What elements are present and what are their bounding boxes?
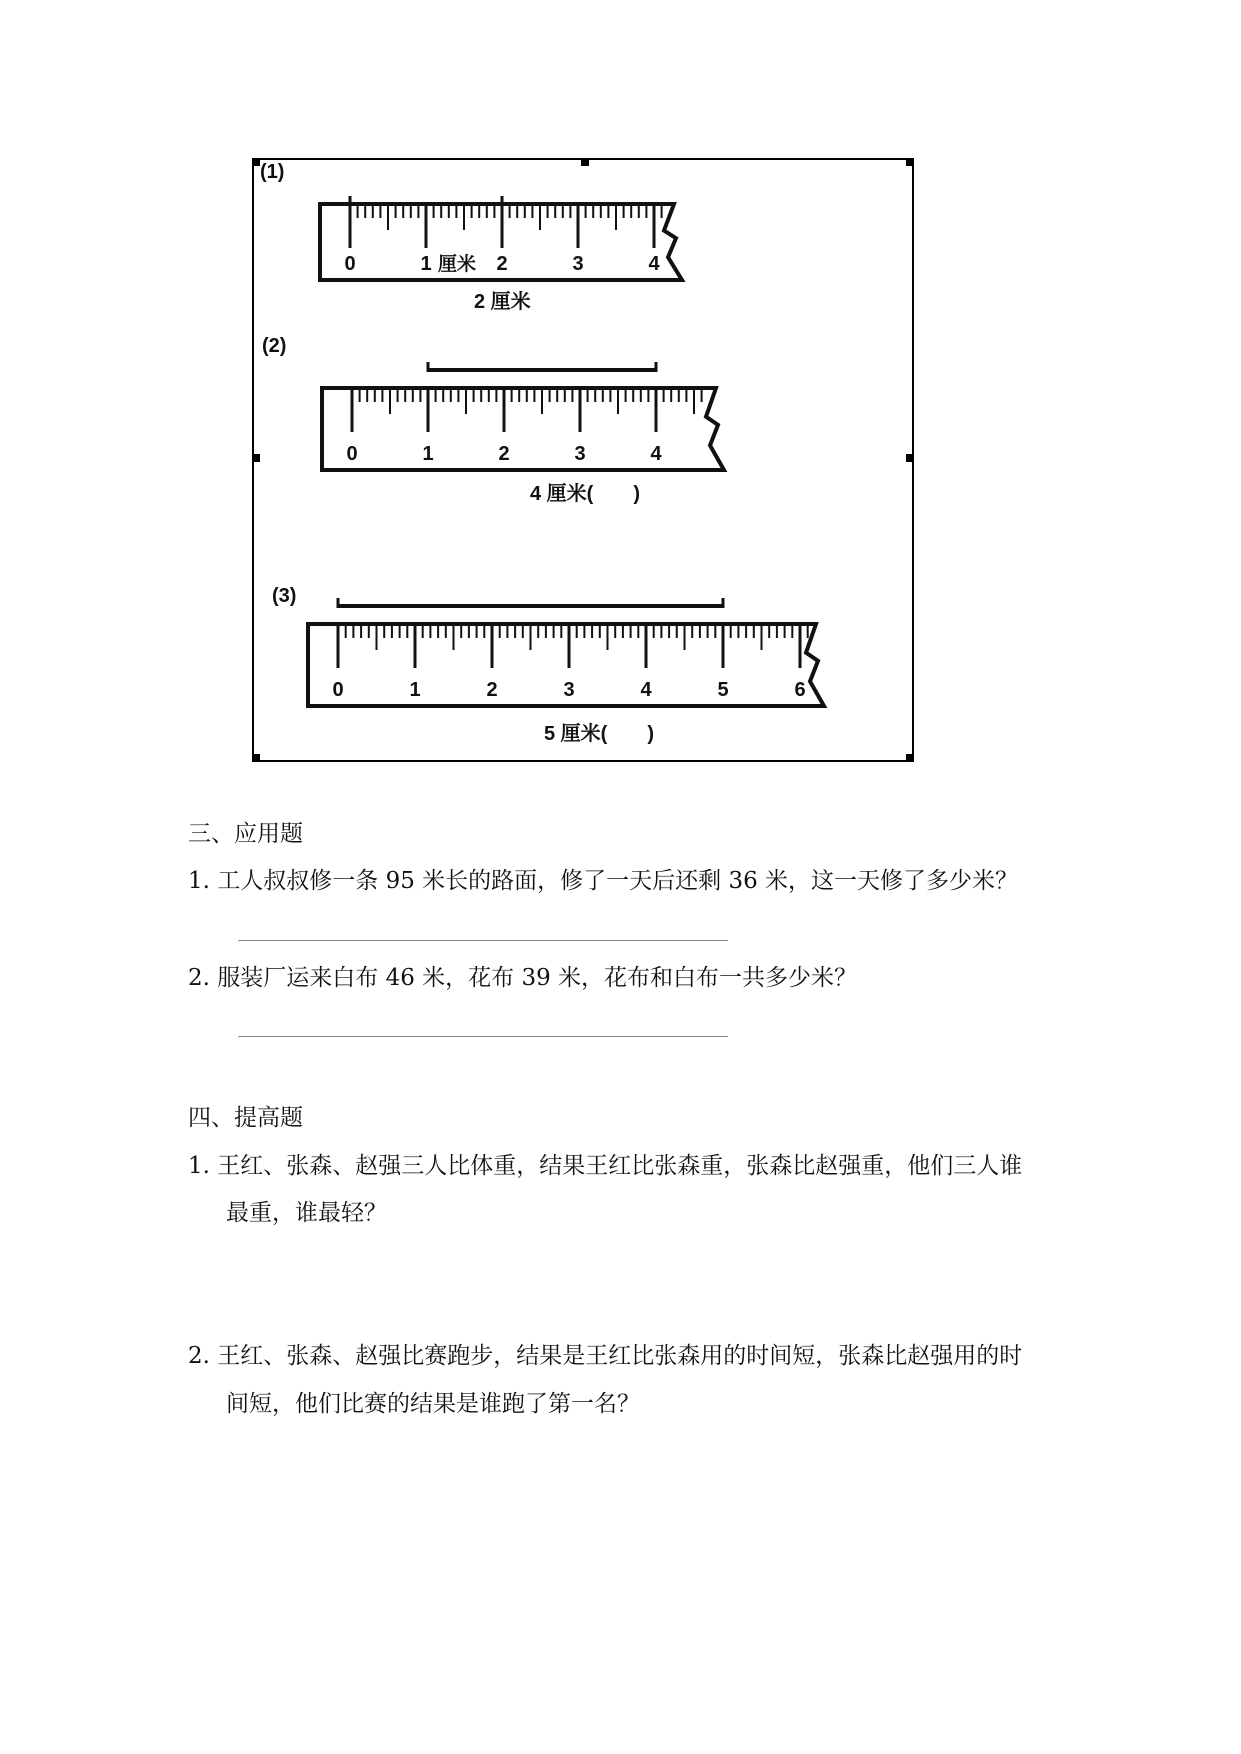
ruler-3-tick-label-6: 6	[794, 679, 806, 701]
ruler-1-label: (1)	[260, 161, 285, 183]
section3-question-1: 1. 工人叔叔修一条 95 米长的路面，修了一天后还剩 36 米，这一天修了多少米？	[188, 868, 1019, 894]
frame-handle-2	[906, 160, 914, 166]
frame-handle-3	[254, 454, 260, 462]
answer-line-2[interactable]	[238, 1036, 728, 1037]
ruler-3-tick-label-4: 4	[640, 679, 652, 701]
ruler-3-caption: 5 厘米( )	[544, 723, 654, 745]
ruler-1-tick-label-4: 4	[648, 253, 660, 275]
section3-heading: 三、应用题	[188, 821, 303, 847]
ruler-2-label: (2)	[262, 335, 287, 357]
section3-question-2: 2. 服装厂运来白布 46 米，花布 39 米，花布和白布一共多少米？	[188, 965, 858, 991]
ruler-1-tick-label-1: 1	[420, 253, 432, 275]
frame-handle-6	[906, 754, 914, 762]
ruler-3-label: (3)	[272, 585, 297, 607]
answer-line-1[interactable]	[238, 940, 728, 941]
ruler-3-tick-label-0: 0	[332, 679, 344, 701]
ruler-2-tick-label-2: 2	[498, 443, 510, 465]
section4-question-2-line-1: 2. 王红、张森、赵强比赛跑步，结果是王红比张森用的时间短，张森比赵强用的时	[188, 1343, 1023, 1369]
ruler-2-tick-label-0: 0	[346, 443, 358, 465]
ruler-2-caption: 4 厘米( )	[530, 483, 640, 505]
ruler-figure	[252, 158, 914, 762]
ruler-3-tick-label-5: 5	[717, 679, 729, 701]
ruler-1-tick-label-0: 0	[344, 253, 356, 275]
ruler-2-tick-label-1: 1	[422, 443, 434, 465]
ruler-1-caption: 2 厘米	[474, 291, 531, 313]
section4-heading: 四、提高题	[188, 1105, 303, 1131]
ruler-figure-canvas	[254, 160, 916, 764]
ruler-1-tick-label-3: 3	[572, 253, 584, 275]
section4-question-1-line-2: 最重，谁最轻？	[226, 1200, 387, 1226]
frame-handle-1	[581, 160, 589, 166]
ruler-2-tick-label-3: 3	[574, 443, 586, 465]
ruler-3-tick-label-3: 3	[563, 679, 575, 701]
frame-handle-5	[254, 754, 260, 762]
ruler-3-tick-label-1: 1	[409, 679, 421, 701]
section4-question-1-line-1: 1. 王红、张森、赵强三人比体重，结果王红比张森重，张森比赵强重，他们三人谁	[188, 1153, 1023, 1179]
section4-question-2-line-2: 间短，他们比赛的结果是谁跑了第一名？	[226, 1391, 640, 1417]
ruler-2-tick-label-4: 4	[650, 443, 662, 465]
ruler-3-tick-label-2: 2	[486, 679, 498, 701]
ruler-1-tick-label-2: 2	[496, 253, 508, 275]
frame-handle-4	[906, 454, 914, 462]
ruler-1-unit-label: 厘米	[438, 254, 477, 275]
